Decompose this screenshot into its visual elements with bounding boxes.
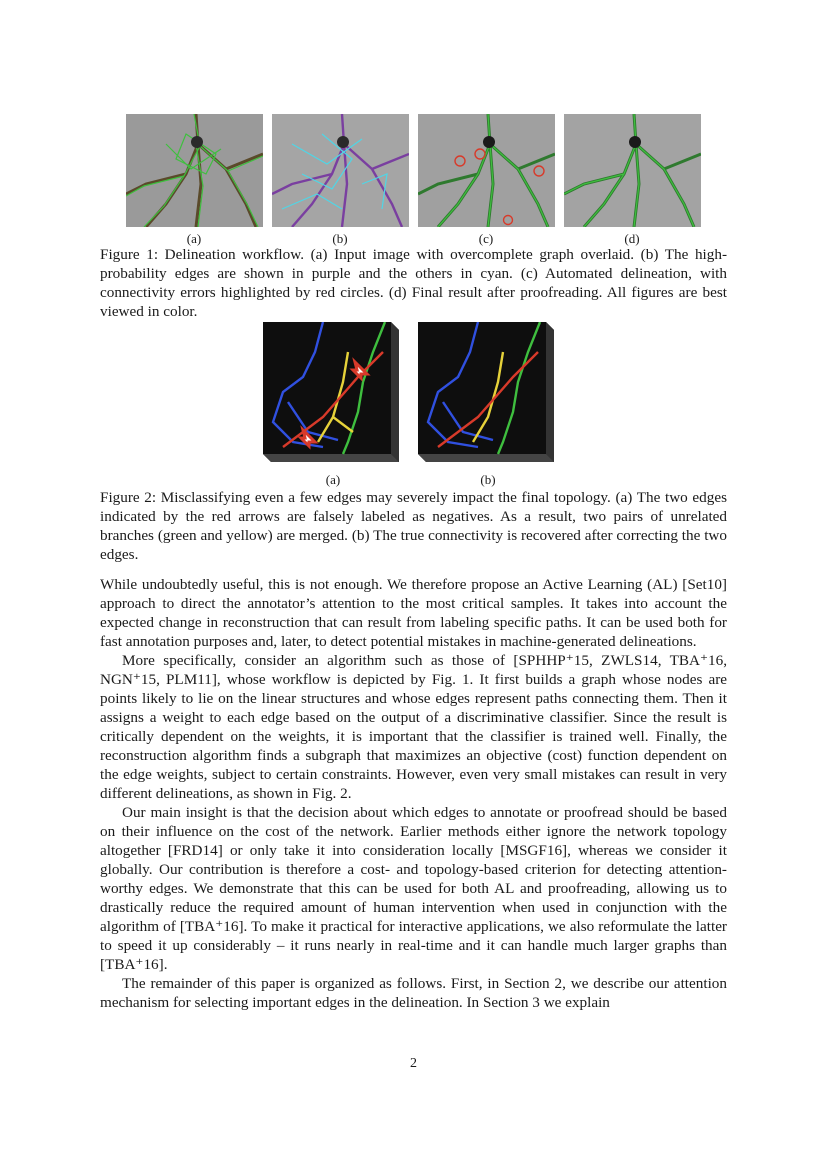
- figure-2b-image: [418, 322, 554, 462]
- body-text: [100, 575, 727, 1012]
- figure-1c-label: (c): [478, 231, 494, 246]
- paragraph-3: Our main insight is that the decision about which edges to annotate or proofread should be based on their influence on the cost of the network. Earlier methods either ignore the network topology altogether [FRD14] or only take it into consideration locally [MSGF16], whereas we consider it globally. Our contribution is therefore a cost- and topology-based criterion for detecting attention-worthy edges. We demonstrate that this can be used for both AL and proofreading, allowing us to drastically reduce the required amount of human intervention when used in conjunction with the algorithm of [TBA⁺16]. To make it practical for interactive applications, we also reformulate the latter to speed it up considerably – it runs nearly in real-time and it can handle much larger graphs than [TBA⁺16].: [100, 804, 727, 973]
- figure-2a-image: [263, 322, 399, 462]
- figure-1d-label: (d): [624, 231, 640, 246]
- page-number: 2: [410, 1056, 417, 1071]
- figure-2b-label: (b): [480, 472, 496, 487]
- figure-1c-image: [418, 114, 555, 227]
- figure-2-caption: Figure 2: Misclassifying even a few edges may severely impact the final topology. (a) The two edges indicated by the red arrows are falsely labeled as negatives. As a result, two pairs of unrelated branches (green and yellow) are merged. (b) The true connectivity is recovered after correcting the two edges.: [100, 489, 727, 563]
- figure-1b-image: [272, 114, 409, 227]
- figure-2: [0, 322, 827, 492]
- paragraph-1: While undoubtedly useful, this is not enough. We therefore propose an Active Learning (AL) [Set10] approach to direct the annotator’s attention to the most critical samples. It takes into account the expected change in reconstruction that can result from labeling specific paths. It can be used both for fast annotation purposes and, later, to detect potential mistakes in machine-generated delineations.: [100, 576, 727, 650]
- paragraph-2: More specifically, consider an algorithm such as those of [SPHHP⁺15, ZWLS14, TBA⁺16, NGN⁺15, PLM11], whose workflow is depicted by Fig. 1. It first builds a graph whose nodes are points likely to lie on the linear structures and whose edges represent paths connecting them. Then it assigns a weight to each edge based on the output of a discriminative classifier. Since the result is critically dependent on the weights, it is important that the classifier is trained well. Finally, the reconstruction algorithm finds a subgraph that maximizes an objective (cost) function dependent on the edge weights, subject to certain constraints. However, even very small mistakes can result in very different delineations, as shown in Fig. 2.: [100, 652, 727, 802]
- figure-1a-label: (a): [186, 231, 202, 246]
- figure-1a-image: [126, 114, 263, 227]
- figure-1b-label: (b): [332, 231, 348, 246]
- paragraph-4: The remainder of this paper is organized as follows. First, in Section 2, we describe our attention mechanism for selecting important edges in the delineation. In Section 3 we explain: [100, 975, 727, 1011]
- figure-1-caption: Figure 1: Delineation workflow. (a) Input image with overcomplete graph overlaid. (b) The high-probability edges are shown in purple and the others in cyan. (c) Automated delineation, with connectivity errors highlighted by red circles. (d) Final result after proofreading. All figures are best viewed in color.: [100, 246, 727, 320]
- figure-1: [0, 114, 827, 254]
- figure-1d-image: [564, 114, 701, 227]
- figure-2a-label: (a): [325, 472, 341, 487]
